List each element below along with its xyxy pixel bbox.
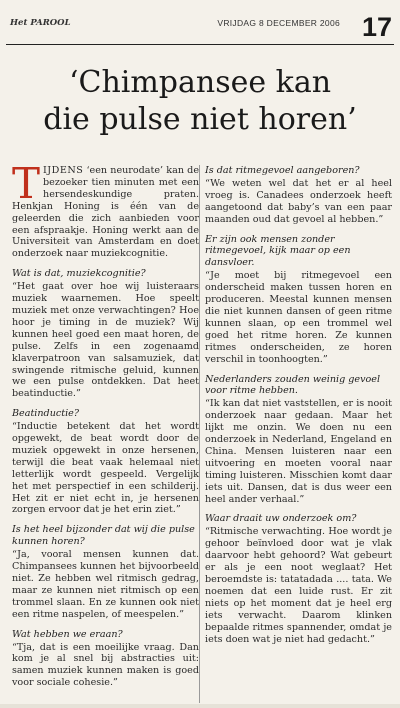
interview-question: Waar draait uw onderzoek om? [205,513,357,525]
interview-question: Is het heel bijzonder dat wij die pulse kunnen horen? [12,524,195,548]
article-column-right [205,165,392,650]
intro-lead-word: IJDENS [43,165,84,176]
interview-answer: “Ik kan dat niet vaststellen, er is nooit onderzoek naar gedaan. Maar het lijkt me onzin. We doen nu een onderzoek in Nederland, Engeland en China. Mensen luisteren naar een uitvoering en moeten vooral naar timing luisteren. Misschien komt daar iets uit. Dansen, dat is dus weer een heel ander verhaal.” [205,398,392,505]
interview-answer: “Je moet bij ritmegevoel een onderscheid maken tussen horen en produceren. Meestal kunnen mensen die niet kunnen dansen of geen ritme kunnen slaan, op een trommel wel goed het ritme horen. Ze kunnen ritmes onderscheiden, ze horen verschil in toonhoogten.” [205,270,392,365]
headline-line-1: ‘Chimpansee kan [68,65,332,100]
interview-question: Wat is dat, muziekcognitie? [12,268,146,280]
interview-question: Is dat ritmegevoel aangeboren? [205,165,360,176]
newspaper-name: Het PAROOL [10,18,71,28]
interview-answer: “Ja, vooral mensen kunnen dat. Chimpansees kunnen het bijvoorbeeld niet. Ze hebben wel ritmisch gedrag, maar ze kunnen niet ritmisch op een trommel slaan. En ze kunnen ook niet een ritme naspelen, of meespelen.” [12,549,199,620]
headline-line-2: die pulse niet horen’ [43,102,357,137]
interview-question: Wat hebben we eraan? [12,628,123,640]
interview-answer: “Tja, dat is een moeilijke vraag. Dan kom je al snel bij abstracties uit: samen muziek kunnen maken is goed voor sociale cohesie.” [12,641,199,689]
interview-answer: “Ritmische verwachting. Hoe wordt je gehoor beïnvloed door wat je vlak daarvoor hebt gehoord? Wat gebeurt er als je een noot weglaat? Het beroemdste is: tatatadada .... tata. We noemen dat een luide rust. Er zit niets op het moment dat je heel erg iets verwacht. Daarom klinken bepaalde ritmes spannender, omdat je iets doen wat je niet had gedacht.” [205,526,392,645]
interview-answer: “Het gaat over hoe wij luisteraars muziek waarnemen. Hoe speelt muziek met onze verwachtingen? Hoe hoor je timing in de muziek? Wij kunnen heel goed een maat horen, de pulse. Zelfs in een zogenaamd klaverpatroon van salsamuziek, dat swingende ritmische geluid, kunnen we een pulse ontdekken. Dat heet beatinductie.” [12,281,199,400]
drop-cap: T [12,159,41,208]
interview-answer: “Inductie betekent dat het wordt opgewekt, de beat wordt door de muziek opgewekt in onze hersenen, terwijl die beat vaak helemaal niet letterlijk wordt gespeeld. Vergelijk het met perspectief in een schilderij. Het zit er niet echt in, je hersenen zorgen ervoor dat je het erin ziet.” [12,421,199,516]
interview-answer: “We weten wel dat het er al heel vroeg is. Canadees onderzoek heeft aangetoond dat baby’s van een paar maanden oud dat gevoel al hebben.” [205,177,392,225]
page-bottom-edge [0,704,400,708]
interview-question: Beatinductie? [12,408,79,420]
column-divider [199,165,200,703]
interview-question: Er zijn ook mensen zonder ritmegevoel, kijk maar op een dansvloer. [205,233,351,269]
intro-text: ‘een neurodate’ kan de bezoeker tien minuten met een hersendeskundige praten. Henkjan Honing is één van de geleerden die zich aanbieden voor een afspraakje. Honing werkt aan de Universiteit van Amsterdam en doet onderzoek naar muziekcognitie. [12,165,199,260]
article-intro [12,159,199,260]
page-number: 17 [361,12,392,42]
masthead [6,14,394,45]
interview-question: Nederlanders zouden weinig gevoel voor ritme hebben. [205,373,381,397]
issue-date: VRIJDAG 8 DECEMBER 2006 [217,18,340,28]
article-headline [8,64,392,138]
article-column-left [12,159,199,694]
